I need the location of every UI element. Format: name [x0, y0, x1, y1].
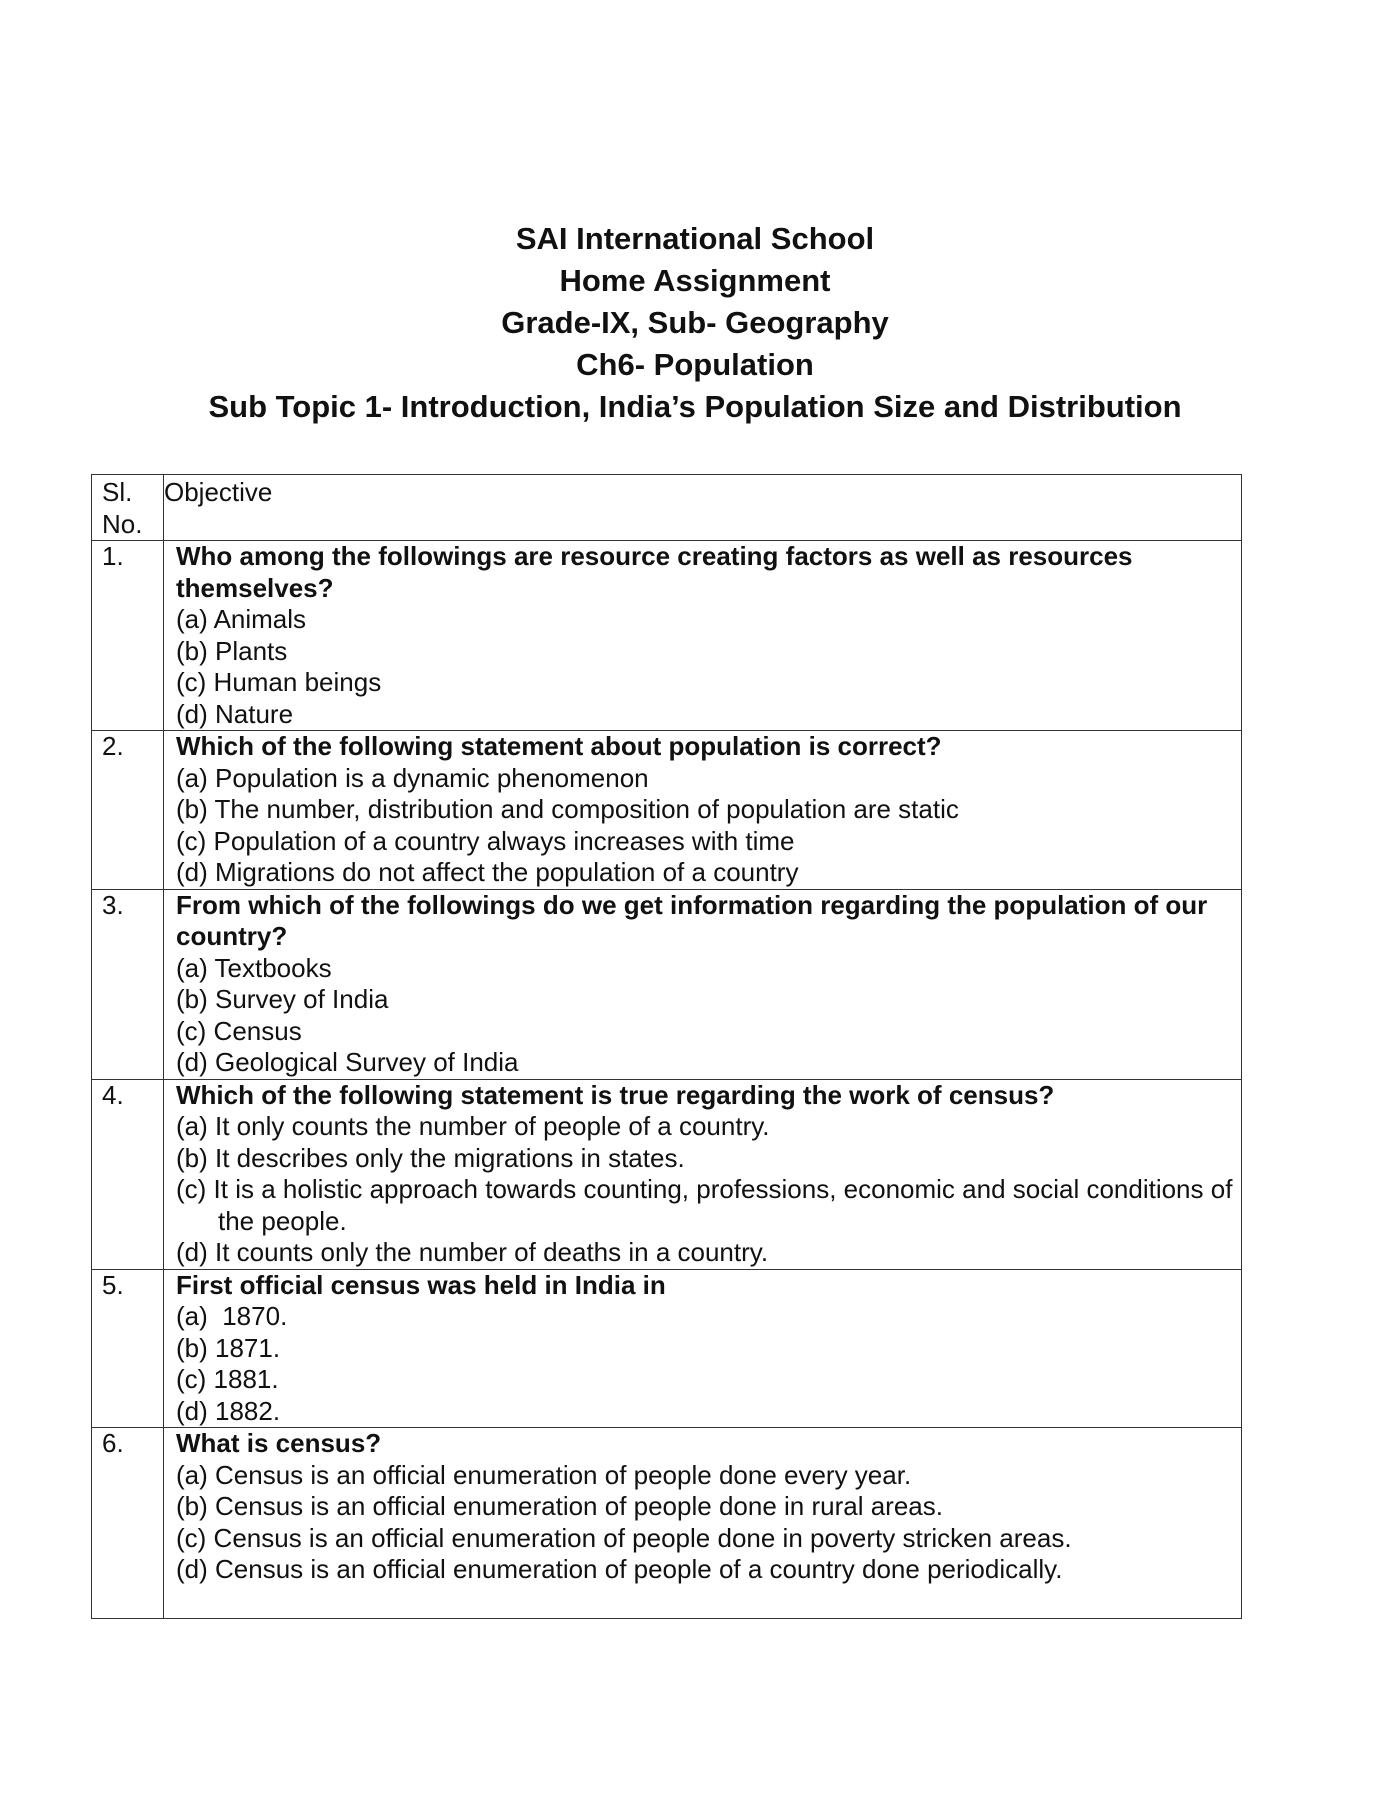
objective-header: Objective: [164, 475, 1242, 541]
question-text: Which of the following statement about population is correct?: [176, 731, 942, 761]
option-d: (d) Census is an official enumeration of people of a country done periodically.: [176, 1554, 1063, 1584]
question-cell: [164, 1269, 1242, 1428]
option-c: (c) Census: [176, 1015, 302, 1046]
option-c: (c) Census is an official enumeration of people done in poverty stricken areas.: [176, 1522, 1072, 1553]
question-cell: [164, 1428, 1242, 1619]
option-a: (a) It only counts the number of people of a country.: [176, 1111, 770, 1141]
question-number: 4.: [92, 1079, 164, 1269]
question-text: First official census was held in India in: [176, 1269, 666, 1300]
table-header-row: [92, 475, 1242, 541]
question-number: 1.: [92, 541, 164, 731]
option-a: (a) Animals: [176, 604, 307, 634]
question-number: 3.: [92, 889, 164, 1079]
question-cell: [164, 1079, 1242, 1269]
option-b: (b) Census is an official enumeration of people done in rural areas.: [176, 1491, 943, 1521]
option-b: (b) The number, distribution and composition of population are static: [176, 794, 959, 824]
question-cell: [164, 731, 1242, 890]
option-a: (a) Census is an official enumeration of people done every year.: [176, 1459, 912, 1490]
table-row: [92, 1428, 1242, 1619]
chapter-title: Ch6- Population: [576, 347, 814, 382]
document-header: [0, 218, 1390, 428]
table-row: [92, 541, 1242, 731]
question-text: Which of the following statement is true regarding the work of census?: [176, 1079, 1055, 1110]
table-row: [92, 731, 1242, 890]
option-b: (b) Plants: [176, 635, 288, 666]
option-d: (d) It counts only the number of deaths in a country.: [176, 1237, 769, 1267]
question-number: 5.: [92, 1269, 164, 1428]
question-number: 2.: [92, 731, 164, 890]
option-c: (c) Human beings: [176, 667, 382, 697]
option-c: (c) 1881.: [176, 1364, 279, 1394]
question-number: 6.: [92, 1428, 164, 1619]
grade-subject: Grade-IX, Sub- Geography: [501, 305, 889, 340]
option-d: (d) Nature: [176, 698, 294, 729]
serial-header-line2: No.: [102, 508, 143, 539]
option-b: (b) It describes only the migrations in states.: [176, 1142, 685, 1173]
option-c: (c) Population of a country always increases with time: [176, 825, 795, 856]
table-row: [92, 889, 1242, 1079]
question-text: Who among the followings are resource creating factors as well as resources themselves?: [176, 541, 1133, 603]
option-d: (d) 1882.: [176, 1395, 281, 1426]
option-b: (b) Survey of India: [176, 984, 389, 1014]
option-d: (d) Geological Survey of India: [176, 1047, 519, 1077]
table-row: [92, 1079, 1242, 1269]
option-d: (d) Migrations do not affect the population of a country: [176, 857, 799, 887]
question-cell: [164, 889, 1242, 1079]
question-text: From which of the followings do we get information regarding the population of our country?: [176, 889, 1208, 951]
option-b: (b) 1871.: [176, 1332, 281, 1363]
table-row: [92, 1269, 1242, 1428]
serial-number-header: [92, 475, 164, 541]
option-a: (a) Textbooks: [176, 952, 332, 983]
option-c: (c) It is a holistic approach towards counting, professions, economic and social conditions of the people.: [176, 1174, 1233, 1236]
serial-header-line1: Sl.: [102, 477, 133, 507]
subtopic-title: Sub Topic 1- Introduction, India’s Population Size and Distribution: [208, 389, 1182, 424]
question-text: What is census?: [176, 1428, 382, 1458]
question-cell: [164, 541, 1242, 731]
assignment-title: Home Assignment: [559, 263, 831, 298]
school-name: SAI International School: [515, 221, 875, 256]
option-a: (a) Population is a dynamic phenomenon: [176, 762, 649, 793]
question-table: [91, 474, 1242, 1619]
option-a: (a) 1870.: [176, 1301, 288, 1331]
